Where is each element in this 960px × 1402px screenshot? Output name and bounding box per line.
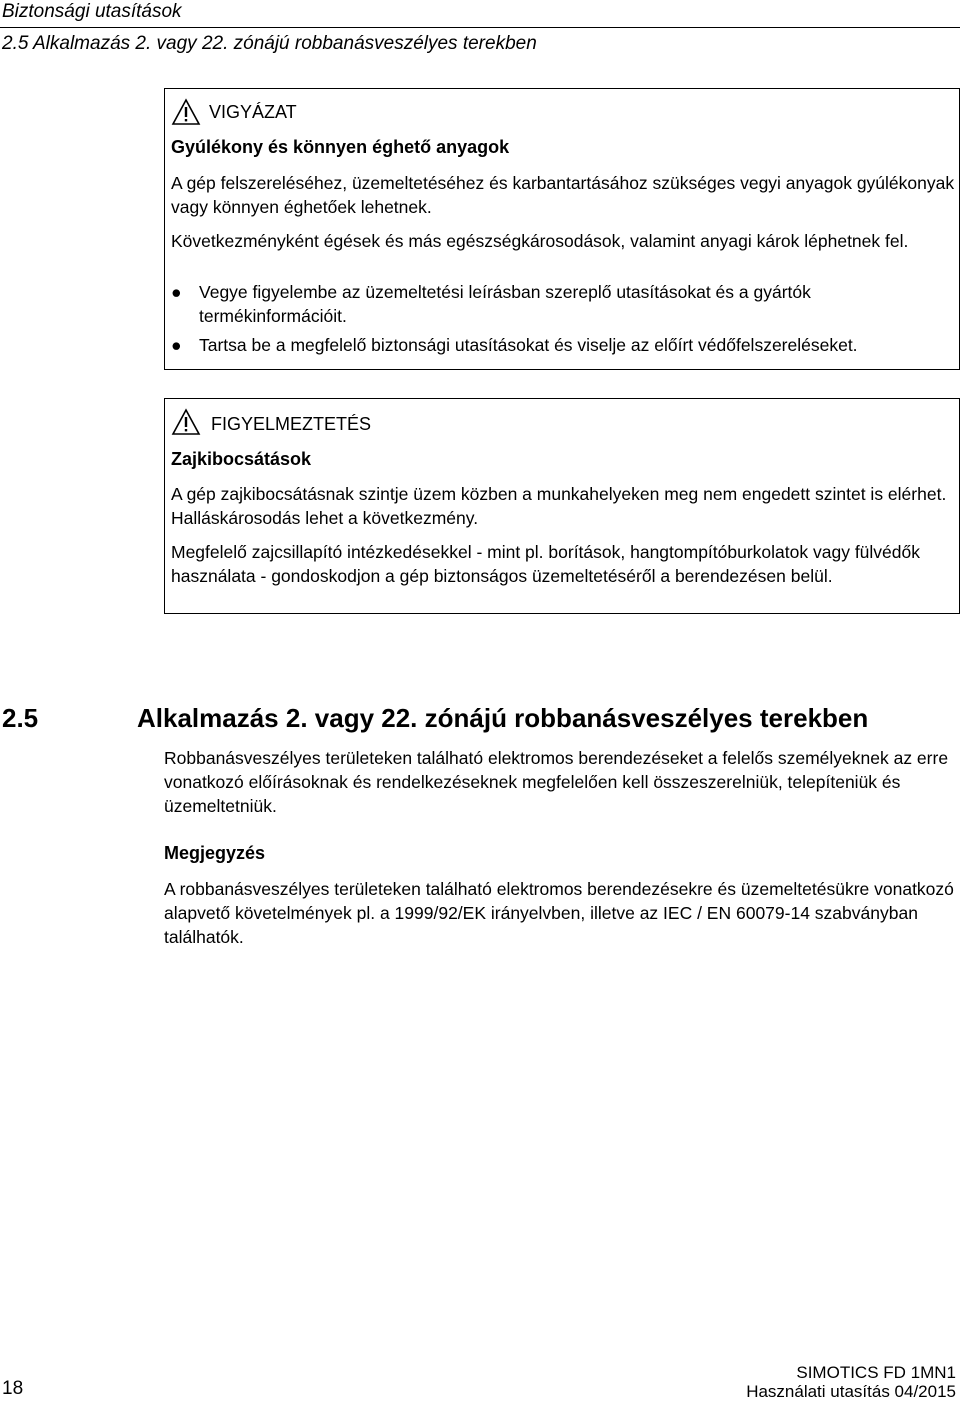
caution-bullet-text: Vegye figyelembe az üzemeltetési leírásban szereplő utasításokat és a gyártók termékinformációit. [199,282,811,326]
running-header-chapter: Biztonsági utasítások [2,1,182,22]
running-header-section: 2.5 Alkalmazás 2. vagy 22. zónájú robbanásveszélyes terekben [2,33,537,54]
caution-paragraph-1: A gép felszereléséhez, üzemeltetéséhez és karbantartásához szükséges vegyi anyagok gyúlékonyak vagy könnyen éghetőek lehetnek. [171,173,955,217]
caution-bullet-text: Tartsa be a megfelelő biztonsági utasításokat és viselje az előírt védőfelszereléseket. [199,335,858,355]
bullet-dot-icon: ● [171,335,182,355]
warning-triangle-icon [171,98,201,126]
caution-subtitle: Gyúlékony és könnyen éghető anyagok [171,137,510,157]
section-title: Alkalmazás 2. vagy 22. zónájú robbanásveszélyes terekben [137,703,869,733]
warning-paragraph-2: Megfelelő zajcsillapító intézkedésekkel - mint pl. borítások, hangtompítóburkolatok vagy fülvédők használata - gondoskodjon a gép biztonságos üzemeltetéséről a berendezésen belül. [171,542,921,586]
section-body: Robbanásveszélyes területeken található elektromos berendezéseket a felelős személyeknek az erre vonatkozó előírásoknak és rendelkezéseknek megfelelően kell összeszerelniük, telepíteniük és üzemeltetniük. [164,748,949,816]
bullet-dot-icon: ● [171,282,182,302]
caution-box [164,88,960,370]
warning-signal-word: FIGYELMEZTETÉS [211,414,372,434]
page-number: 18 [2,1378,24,1399]
warning-subtitle: Zajkibocsátások [171,449,312,469]
warning-paragraph-1: A gép zajkibocsátásnak szintje üzem közben a munkahelyeken meg nem engedett szintet is elérhet. Halláskárosodás lehet a következmény. [171,484,947,528]
warning-box [164,398,960,614]
header-rule [0,27,960,28]
note-heading: Megjegyzés [164,843,266,863]
section-number: 2.5 [2,703,39,733]
caution-paragraph-2: Következményként égések és más egészségkárosodások, valamint anyagi károk léphetnek fel. [171,231,909,251]
caution-signal-word: VIGYÁZAT [209,102,297,122]
footer-product: SIMOTICS FD 1MN1 [796,1363,956,1382]
warning-triangle-icon [171,408,201,436]
note-body: A robbanásveszélyes területeken található elektromos berendezésekre és üzemeltetésükre vonatkozó alapvető követelmények pl. a 1999/92/EK irányelvben, illetve az IEC / EN 60079-14 szabványban találhatók. [164,879,954,947]
footer-document: Használati utasítás 04/2015 [746,1382,956,1401]
